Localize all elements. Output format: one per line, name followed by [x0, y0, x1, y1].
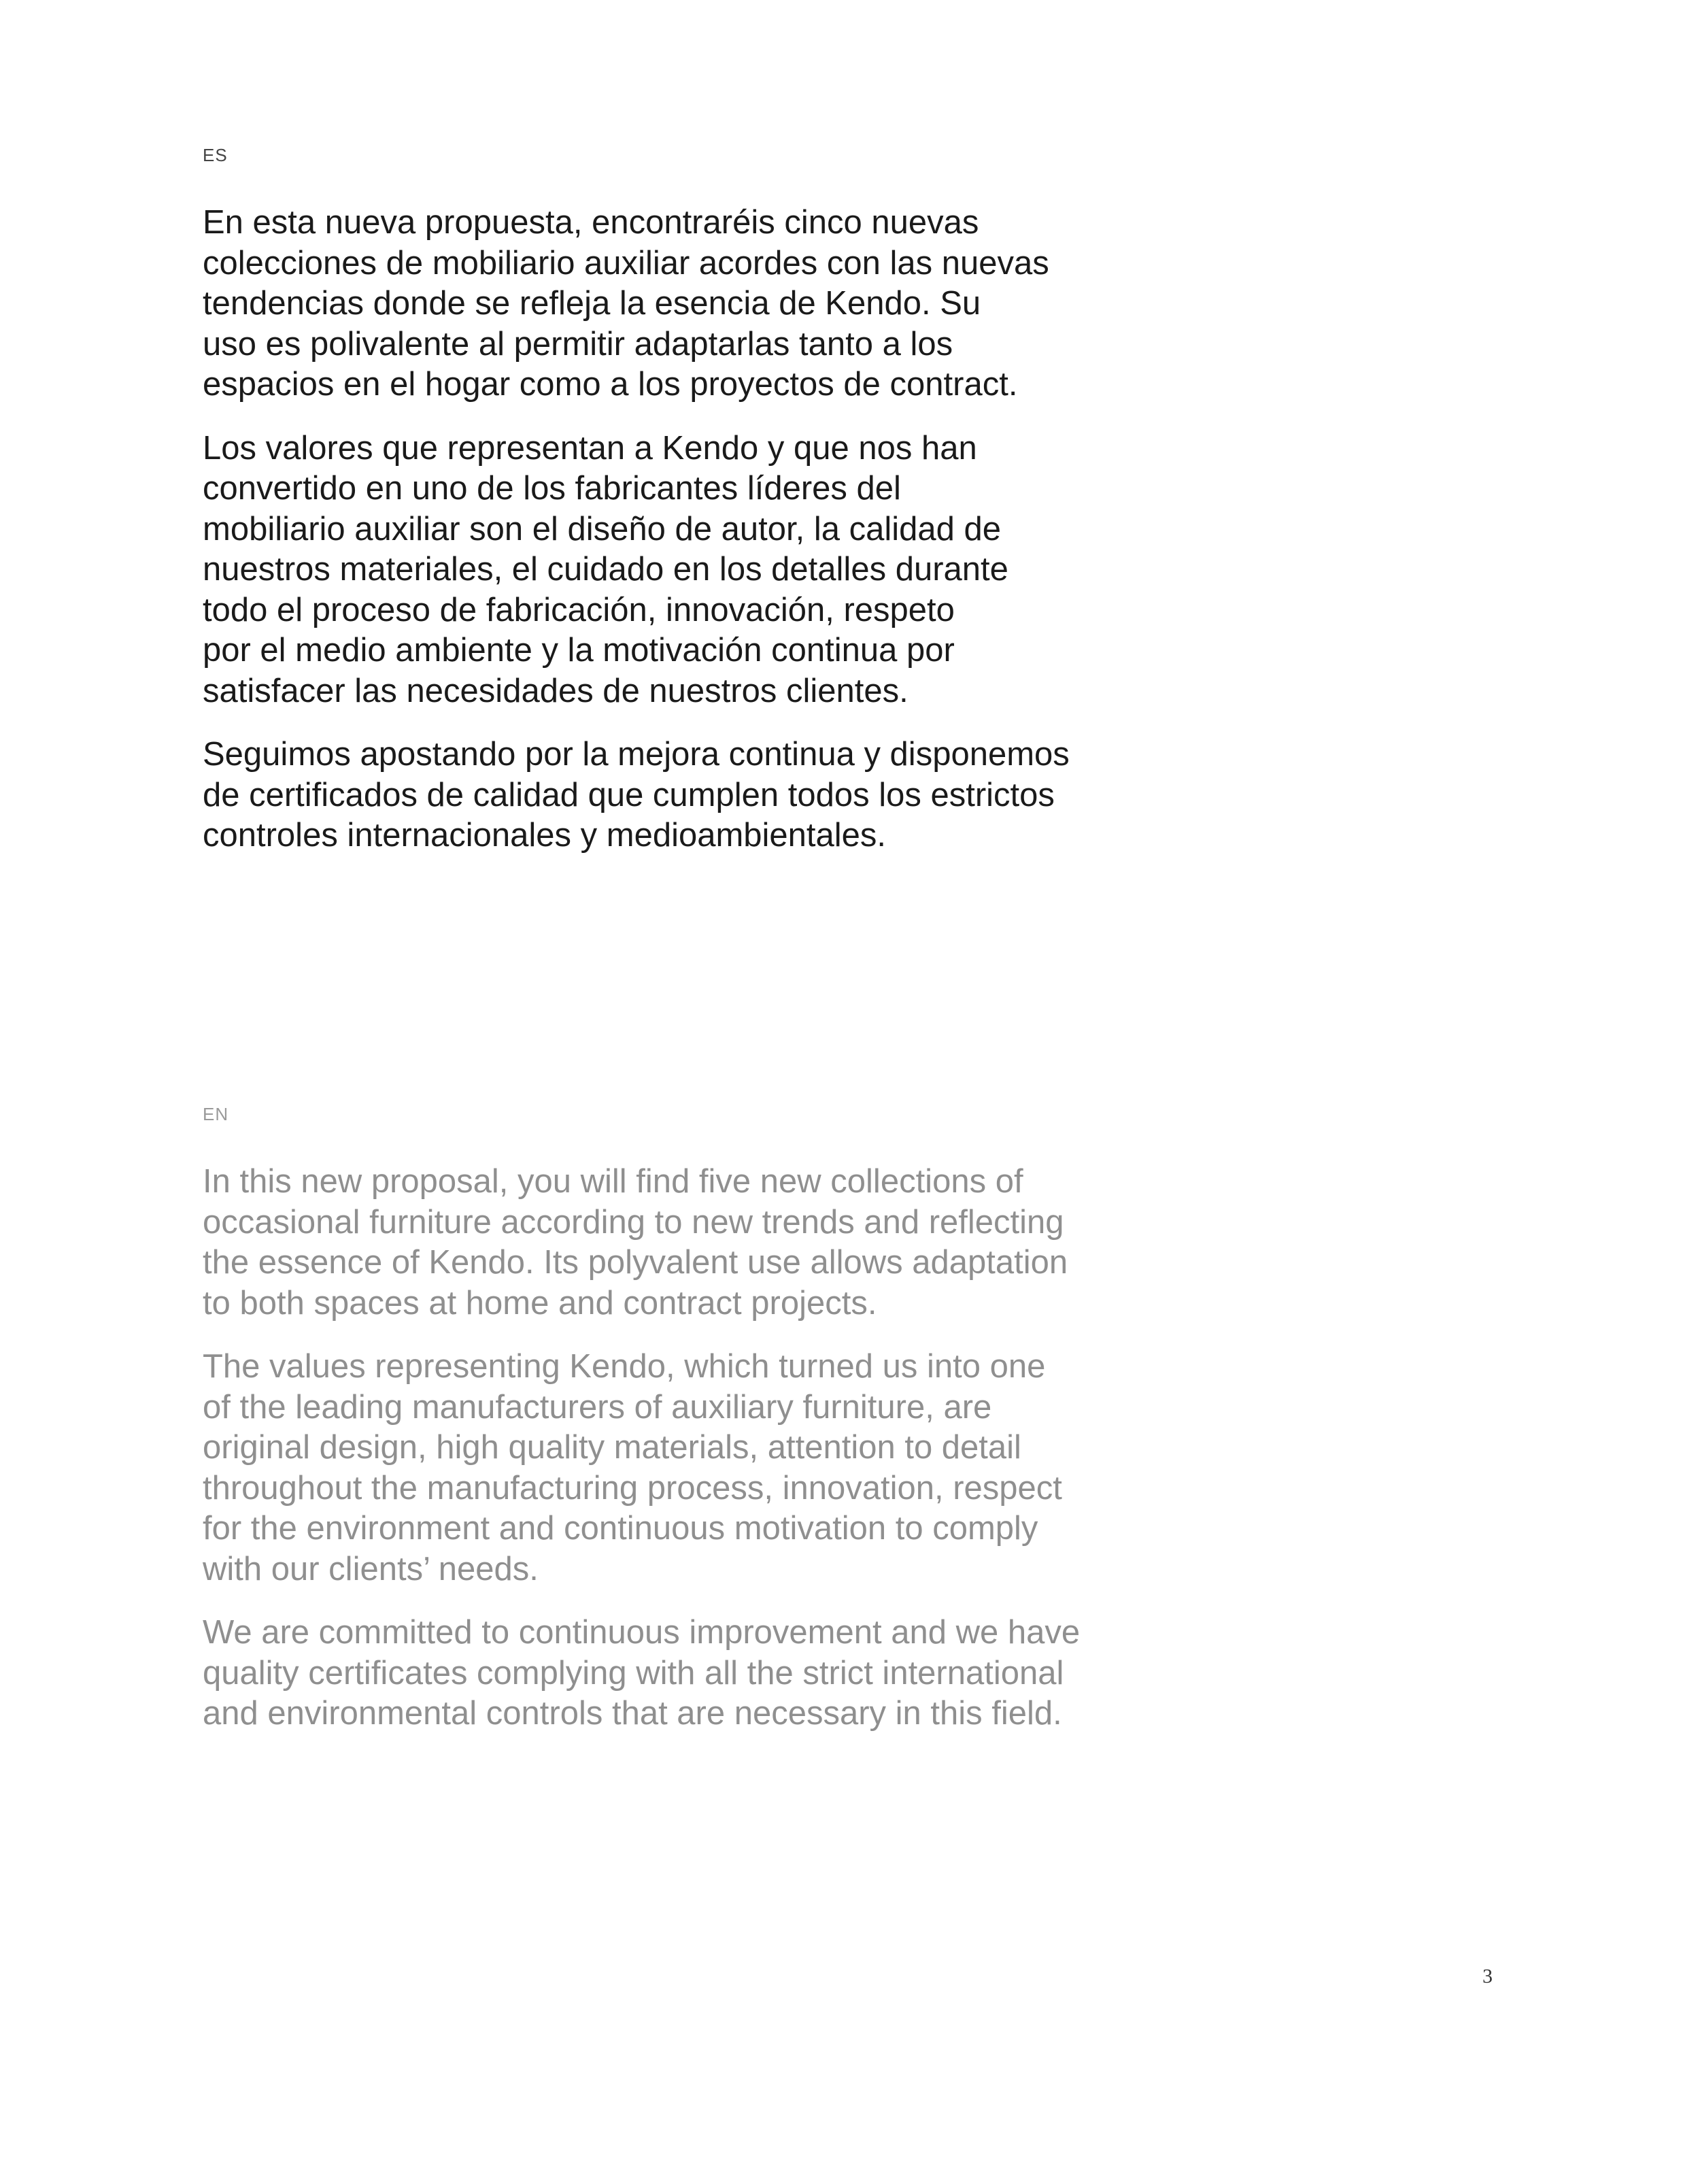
- text-line: for the environment and continuous motivation to comply: [203, 1510, 1038, 1547]
- language-label-es: ES: [203, 145, 228, 165]
- text-line: nuestros materiales, el cuidado en los detalles durante: [203, 551, 1008, 588]
- page-number: 3: [1482, 1965, 1493, 1987]
- text-line: The values representing Kendo, which turned us into one: [203, 1348, 1046, 1385]
- text-line: In this new proposal, you will find five new collections of: [203, 1163, 1023, 1200]
- text-line: Los valores que representan a Kendo y que nos han: [203, 429, 977, 467]
- text-line: original design, high quality materials, attention to detail: [203, 1429, 1021, 1466]
- text-line: satisfacer las necesidades de nuestros clientes.: [203, 672, 909, 709]
- text-line: de certificados de calidad que cumplen todos los estrictos: [203, 776, 1055, 813]
- text-line: throughout the manufacturing process, innovation, respect: [203, 1469, 1062, 1507]
- text-line: uso es polivalente al permitir adaptarlas tanto a los: [203, 325, 953, 363]
- text-line: with our clients’ needs.: [203, 1550, 539, 1587]
- english-section: [203, 1103, 1223, 1758]
- text-line: controles internacionales y medioambientales.: [203, 817, 887, 854]
- en-paragraph-3: [203, 1613, 1223, 1734]
- text-line: and environmental controls that are necessary in this field.: [203, 1695, 1062, 1732]
- en-paragraph-2: [203, 1347, 1223, 1590]
- text-line: Seguimos apostando por la mejora continua y disponemos: [203, 736, 1070, 773]
- text-line: espacios en el hogar como a los proyectos de contract.: [203, 366, 1018, 403]
- text-line: the essence of Kendo. Its polyvalent use allows adaptation: [203, 1244, 1068, 1281]
- text-line: We are committed to continuous improvement and we have: [203, 1614, 1081, 1651]
- text-line: quality certificates complying with all the strict international: [203, 1654, 1064, 1692]
- text-line: convertido en uno de los fabricantes líderes del: [203, 470, 901, 507]
- text-line: of the leading manufacturers of auxiliary furniture, are: [203, 1388, 992, 1426]
- es-paragraph-2: [203, 429, 1223, 712]
- text-line: por el medio ambiente y la motivación continua por: [203, 632, 955, 669]
- es-paragraph-1: [203, 203, 1223, 405]
- es-paragraph-3: [203, 735, 1223, 856]
- language-label-en: EN: [203, 1104, 229, 1124]
- text-line: colecciones de mobiliario auxiliar acordes con las nuevas: [203, 244, 1049, 282]
- text-line: to both spaces at home and contract projects.: [203, 1284, 877, 1322]
- spanish-section: [203, 144, 1223, 879]
- text-line: todo el proceso de fabricación, innovación, respeto: [203, 591, 955, 628]
- text-line: tendencias donde se refleja la esencia de Kendo. Su: [203, 285, 981, 322]
- text-line: En esta nueva propuesta, encontraréis cinco nuevas: [203, 204, 979, 241]
- text-line: mobiliario auxiliar son el diseño de autor, la calidad de: [203, 510, 1001, 548]
- text-line: occasional furniture according to new trends and reflecting: [203, 1203, 1064, 1241]
- en-paragraph-1: [203, 1162, 1223, 1324]
